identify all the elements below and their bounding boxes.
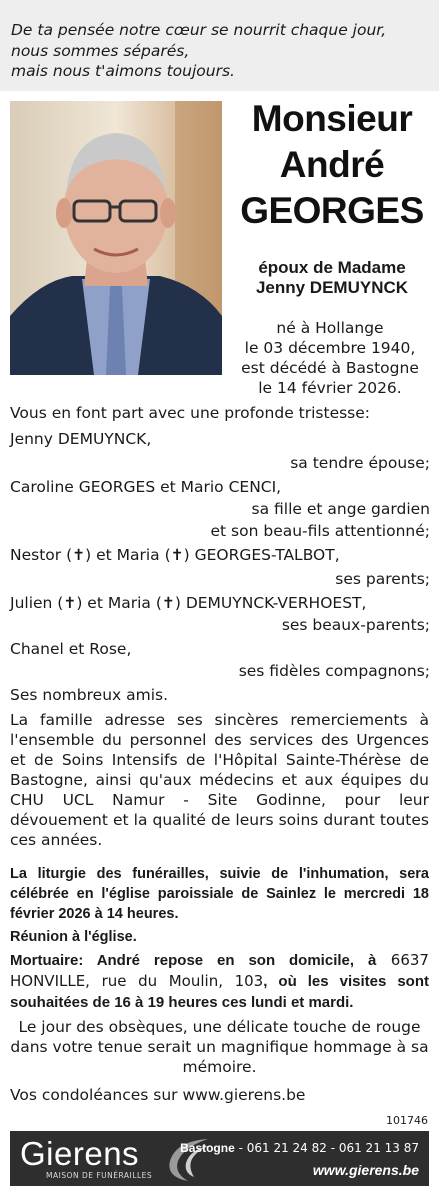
liturgy-paragraph: La liturgie des funérailles, suivie de l'inhumation, sera célébrée en l'église paroissiale de Sainlez le mercredi 18 février 2026 à 14 heures.	[10, 866, 429, 922]
first-name: André	[279, 144, 385, 185]
brand-logo: Gierens	[20, 1135, 140, 1172]
spouse-info	[232, 258, 432, 298]
birth-line: né à Hollange	[276, 319, 384, 337]
poem-line: nous sommes séparés,	[11, 41, 190, 60]
mortuaire-address: 6637 HONVILLE, rue du Moulin, 103	[10, 951, 429, 990]
family-member-relation: ses fidèles compagnons;	[238, 662, 430, 680]
birth-line: le 03 décembre 1940,	[244, 339, 416, 357]
family-member-name: Nestor (✝) et Maria (✝) GEORGES-TALBOT,	[10, 546, 340, 564]
family-member-relation: ses beaux-parents;	[281, 616, 430, 634]
birth-death-info	[232, 318, 432, 398]
poem-line: mais nous t'aimons toujours.	[11, 62, 235, 80]
mortuaire-label: Mortuaire: André repose en son domicile, à	[10, 952, 377, 969]
reunion-line: Réunion à l'église.	[10, 929, 137, 945]
family-member-name: Julien (✝) et Maria (✝) DEMUYNCK-VERHOEST,	[10, 594, 367, 612]
friends-line: Ses nombreux amis.	[10, 686, 169, 704]
portrait-photo	[10, 101, 222, 375]
mortuaire-visits: , où les visites sont souhaitées de 16 à 19 heures ces lundi et mardi.	[10, 973, 429, 1011]
poem-line: De ta pensée notre cœur se nourrit chaque jour,	[11, 21, 387, 39]
mortuaire-paragraph	[10, 950, 429, 1013]
family-member-relation: sa fille et ange gardien	[251, 500, 430, 518]
dress-request: Le jour des obsèques, une délicate touche de rouge dans votre tenue serait un magnifique hommage à sa mémoire.	[10, 1018, 429, 1076]
title: Monsieur	[251, 98, 413, 139]
contact-line	[180, 1141, 419, 1155]
spouse-line: époux de Madame	[258, 258, 406, 277]
deceased-name	[232, 96, 432, 234]
condolences-line: Vos condoléances sur www.gierens.be	[10, 1086, 306, 1104]
family-member-name: Chanel et Rose,	[10, 640, 132, 658]
family-member-relation: et son beau-fils attentionné;	[210, 522, 430, 540]
brand-tagline: MAISON DE FUNÉRAILLES	[46, 1171, 153, 1180]
family-member-name: Jenny DEMUYNCK,	[10, 430, 152, 448]
family-member-relation: ses parents;	[335, 570, 430, 588]
website-link[interactable]: www.gierens.be	[312, 1162, 419, 1178]
poem-box	[0, 0, 439, 91]
birth-line: est décédé à Bastogne	[241, 359, 419, 377]
birth-line: le 14 février 2026.	[258, 379, 402, 397]
announcement-intro: Vous en font part avec une profonde tristesse:	[10, 404, 371, 422]
spouse-line: Jenny DEMUYNCK	[255, 278, 409, 297]
reference-number: 101746	[386, 1114, 428, 1127]
poem	[11, 20, 386, 82]
funeral-home-footer	[10, 1131, 429, 1186]
family-member-name: Caroline GEORGES et Mario CENCI,	[10, 478, 282, 496]
family-member-relation: sa tendre épouse;	[290, 454, 430, 472]
last-name: GEORGES	[240, 190, 424, 231]
city: Bastogne	[180, 1141, 235, 1155]
phones: - 061 21 24 82 - 061 21 13 87	[234, 1141, 419, 1155]
thanks-paragraph: La famille adresse ses sincères remerciements à l'ensemble du personnel des services des Urgences et de Soins Intensifs de l'Hôpital Sainte-Thérèse de Bastogne, ainsi qu'aux médecins et aux équipes du CHU UCL Namur - Site Godinne, pour leur dévouement et la qualité de leurs soins durant toutes ces années.	[10, 711, 429, 849]
